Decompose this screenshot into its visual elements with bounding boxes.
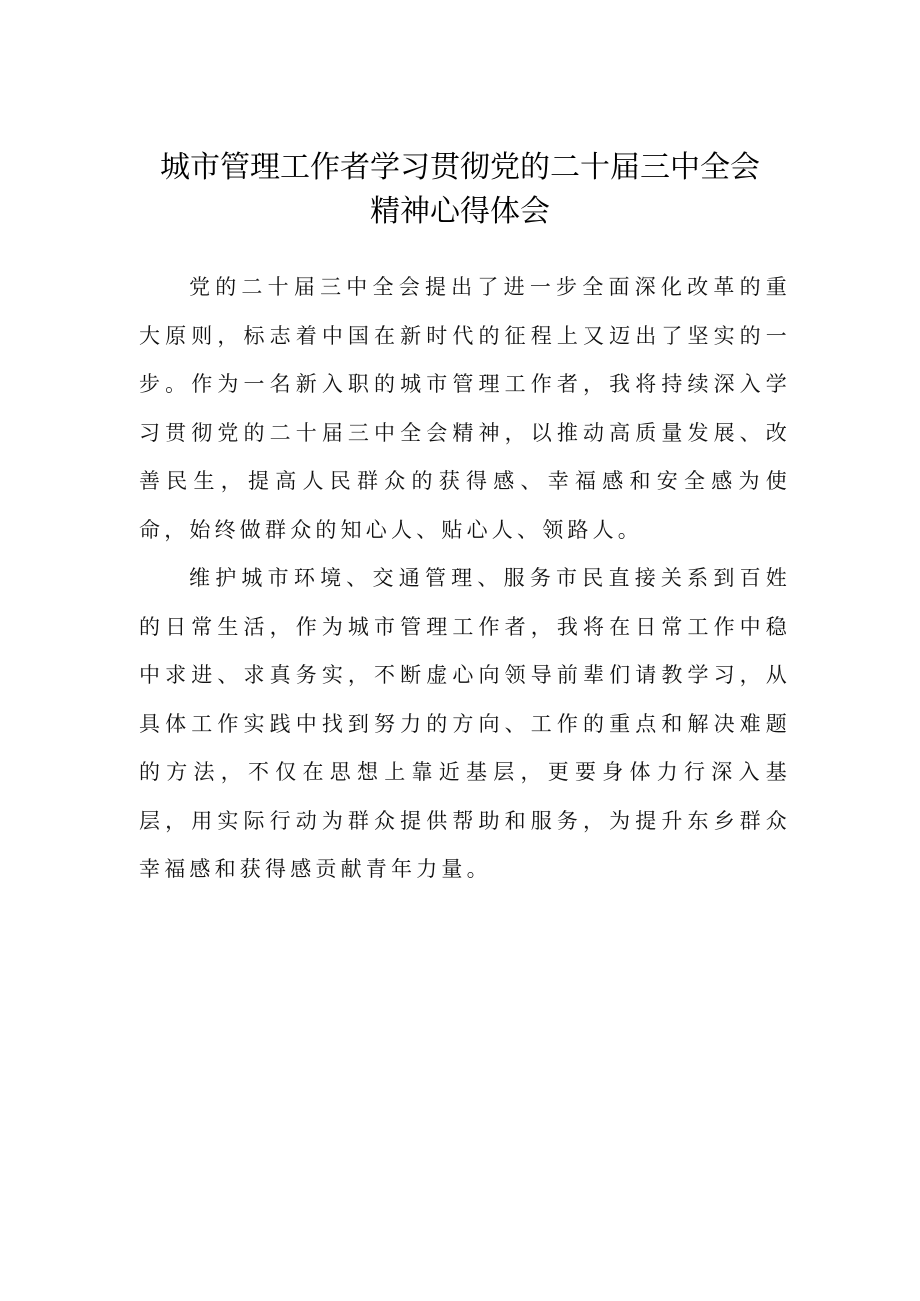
paragraph-1: 党的二十届三中全会提出了进一步全面深化改革的重大原则，标志着中国在新时代的征程上又迈出了坚实的一步。作为一名新入职的城市管理工作者，我将持续深入学习贯彻党的二十届三中全会精神，以推动高质量发展、改善民生，提高人民群众的获得感、幸福感和安全感为使命，始终做群众的知心人、贴心人、领路人。 bbox=[139, 275, 791, 542]
document-body bbox=[139, 263, 791, 894]
document-title bbox=[0, 146, 920, 234]
paragraph-2: 维护城市环境、交通管理、服务市民直接关系到百姓的日常生活，作为城市管理工作者，我将在日常工作中稳中求进、求真务实，不断虚心向领导前辈们请教学习，从具体工作实践中找到努力的方向、工作的重点和解决难题的方法，不仅在思想上靠近基层，更要身体力行深入基层，用实际行动为群众提供帮助和服务，为提升东乡群众幸福感和获得感贡献青年力量。 bbox=[139, 566, 791, 881]
title-line-1: 城市管理工作者学习贯彻党的二十届三中全会 bbox=[160, 150, 760, 185]
title-line-2: 精神心得体会 bbox=[370, 194, 550, 229]
